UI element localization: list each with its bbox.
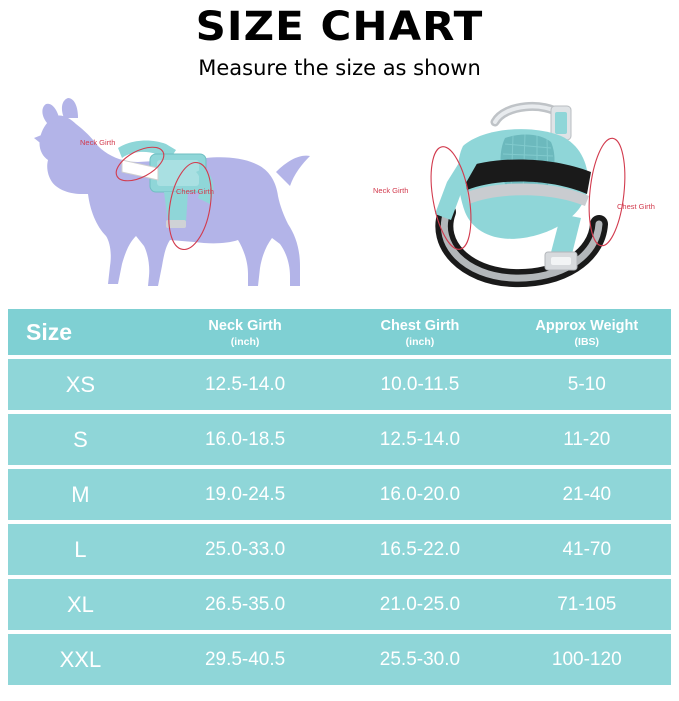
cell-weight: 71-105 <box>503 579 671 630</box>
column-header-neck <box>153 309 337 355</box>
chest-girth-callout-right: Chest Girth <box>617 202 655 211</box>
column-header-neck-title: Neck Girth <box>208 317 282 334</box>
cell-weight: 11-20 <box>503 414 671 465</box>
table-row <box>8 579 671 630</box>
column-header-weight-unit: (IBS) <box>574 335 600 348</box>
chest-girth-callout-left: Chest Girth <box>176 187 214 196</box>
table-row <box>8 634 671 685</box>
cell-size: XL <box>8 579 153 630</box>
cell-neck: 19.0-24.5 <box>153 469 337 520</box>
illustrations <box>0 94 679 299</box>
column-header-weight <box>503 309 671 355</box>
column-header-chest-unit: (inch) <box>405 335 435 348</box>
cell-chest: 16.0-20.0 <box>337 469 502 520</box>
dog-silhouette-illustration <box>18 94 338 299</box>
cell-weight: 100-120 <box>503 634 671 685</box>
cell-size: S <box>8 414 153 465</box>
header <box>0 0 679 80</box>
cell-size: M <box>8 469 153 520</box>
table-header-row <box>8 309 671 355</box>
cell-chest: 25.5-30.0 <box>337 634 502 685</box>
cell-neck: 16.0-18.5 <box>153 414 337 465</box>
column-header-size: Size <box>8 309 153 355</box>
page-subtitle: Measure the size as shown <box>198 56 481 80</box>
page-title: SIZE CHART <box>195 4 484 50</box>
neck-girth-callout-left: Neck Girth <box>80 138 116 147</box>
cell-chest: 10.0-11.5 <box>337 359 502 410</box>
cell-weight: 41-70 <box>503 524 671 575</box>
table-row <box>8 414 671 465</box>
cell-chest: 12.5-14.0 <box>337 414 502 465</box>
cell-neck: 12.5-14.0 <box>153 359 337 410</box>
cell-size: XXL <box>8 634 153 685</box>
table-row <box>8 359 671 410</box>
cell-neck: 26.5-35.0 <box>153 579 337 630</box>
cell-chest: 16.5-22.0 <box>337 524 502 575</box>
size-table <box>8 305 671 689</box>
column-header-neck-unit: (inch) <box>230 335 260 348</box>
cell-weight: 21-40 <box>503 469 671 520</box>
column-header-chest <box>337 309 502 355</box>
cell-size: L <box>8 524 153 575</box>
table-row <box>8 524 671 575</box>
cell-size: XS <box>8 359 153 410</box>
cell-neck: 25.0-33.0 <box>153 524 337 575</box>
column-header-chest-title: Chest Girth <box>380 317 460 334</box>
column-header-weight-title: Approx Weight <box>535 317 639 334</box>
cell-chest: 21.0-25.0 <box>337 579 502 630</box>
cell-neck: 29.5-40.5 <box>153 634 337 685</box>
harness-product-illustration <box>355 94 665 299</box>
cell-weight: 5-10 <box>503 359 671 410</box>
table-row <box>8 469 671 520</box>
neck-girth-callout-right: Neck Girth <box>373 186 409 195</box>
